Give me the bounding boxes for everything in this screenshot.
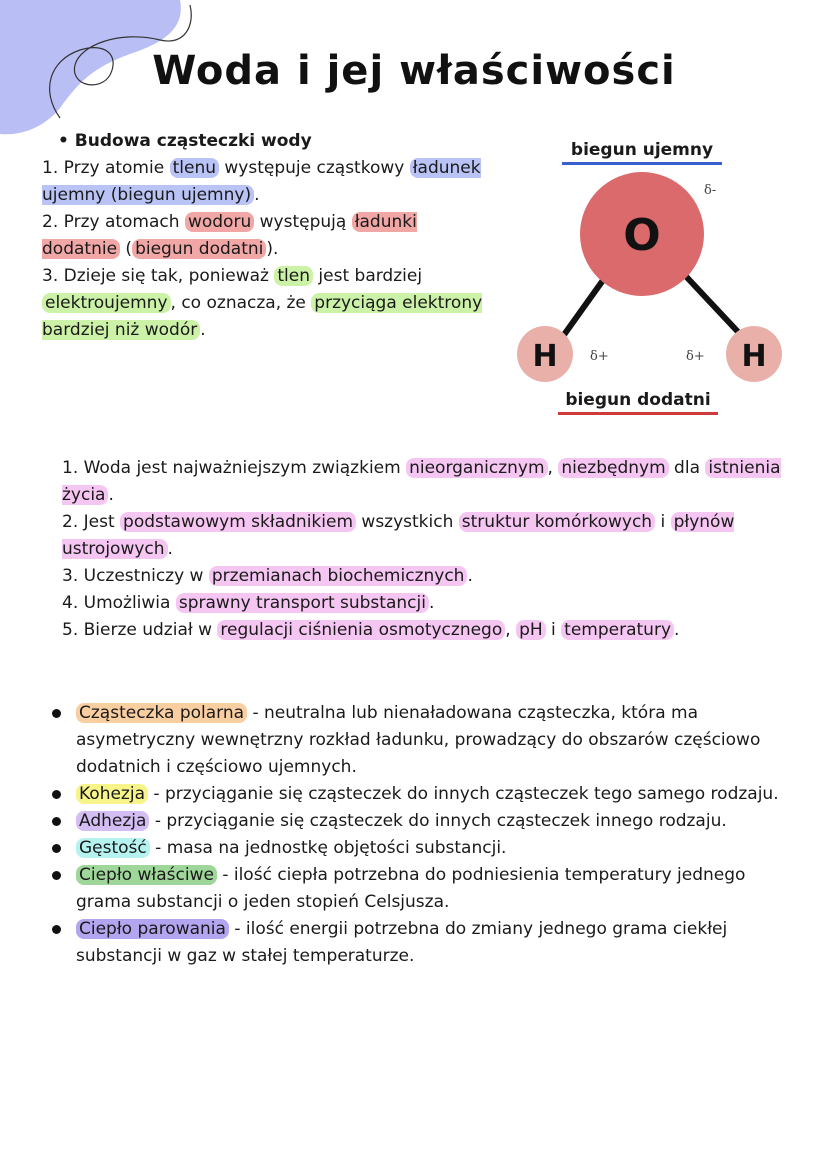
highlighted-term: sprawny transport substancji (176, 593, 429, 613)
highlighted-term: biegun dodatni (132, 239, 266, 259)
positive-pole-label: biegun dodatni (558, 390, 718, 415)
highlighted-term: niezbędnym (558, 458, 668, 478)
delta-plus-label-right: δ+ (686, 349, 705, 364)
definition-item (48, 808, 788, 835)
text-segment: 1. Przy atomie (42, 158, 170, 178)
highlighted-term: Adhezja (76, 811, 149, 831)
highlighted-term: Kohezja (76, 784, 148, 804)
definitions-section (48, 700, 788, 970)
highlighted-term: Ciepło parowania (76, 919, 229, 939)
text-segment: występuje cząstkowy (219, 158, 410, 178)
definition-item (48, 700, 788, 781)
text-segment: 4. Umożliwia (62, 593, 176, 613)
highlighted-term: tlenu (170, 158, 219, 178)
list-item (62, 509, 782, 563)
highlighted-term: istnienia życia (62, 458, 781, 505)
text-segment: 1. Woda jest najważniejszym związkiem (62, 458, 407, 478)
text-segment: - ilość ciepła potrzebna do podniesienia temperatury jednego grama substancji o jeden stopień Celsjusza. (76, 865, 746, 912)
definition-item (48, 781, 788, 808)
text-segment: 2. Jest (62, 512, 121, 532)
text-segment: - ilość energii potrzebna do zmiany jednego grama ciekłej substancji w gaz w stałej temperaturze. (76, 919, 728, 966)
text-segment: . (428, 593, 435, 613)
highlighted-term: elektroujemny (42, 293, 171, 313)
water-role-section (62, 455, 782, 644)
highlighted-term: płynów ustrojowych (62, 512, 735, 559)
definition-item (48, 835, 788, 862)
text-segment: - przyciąganie się cząsteczek do innych cząsteczek tego samego rodzaju. (148, 784, 779, 804)
text-segment: , (505, 620, 517, 640)
text-segment: 5. Bierze udział w (62, 620, 218, 640)
text-segment: dla (668, 458, 706, 478)
list-item (42, 263, 497, 344)
text-segment: . (167, 539, 173, 559)
text-segment: - masa na jednostkę objętości substancji. (149, 838, 507, 858)
highlighted-term: Cząsteczka polarna (76, 703, 247, 723)
water-molecule-diagram (508, 138, 808, 428)
text-segment: 3. Dzieje się tak, ponieważ (42, 266, 275, 286)
text-segment: i (655, 512, 671, 532)
text-segment: jest bardziej (313, 266, 423, 286)
definitions-list (48, 700, 788, 970)
text-segment: ( (120, 239, 133, 259)
bullet-icon (52, 925, 61, 934)
list-item (62, 617, 782, 644)
text-segment: . (200, 320, 206, 340)
negative-pole-label: biegun ujemny (562, 140, 722, 165)
text-segment: ). (266, 239, 279, 259)
oxygen-symbol: O (623, 210, 661, 261)
list-item (42, 155, 497, 209)
text-segment: - przyciąganie się cząsteczek do innych cząsteczek innego rodzaju. (149, 811, 727, 831)
definition-item (48, 862, 788, 916)
page-title: Woda i jej właściwości (152, 48, 676, 94)
list-item (62, 563, 782, 590)
text-segment: wszystkich (356, 512, 459, 532)
delta-plus-label-left: δ+ (590, 349, 609, 364)
role-list (62, 455, 782, 644)
bullet-icon (52, 871, 61, 880)
highlighted-term: Ciepło właściwe (76, 865, 217, 885)
text-segment: występują (254, 212, 352, 232)
hydrogen-symbol-left: H (532, 339, 558, 374)
highlighted-term: wodoru (185, 212, 254, 232)
highlighted-term: nieorganicznym (406, 458, 547, 478)
text-segment: 3. Uczestniczy w (62, 566, 209, 586)
definition-item (48, 916, 788, 970)
highlighted-term: tlen (274, 266, 313, 286)
list-item (42, 209, 497, 263)
text-segment: i (545, 620, 562, 640)
bond-right (680, 270, 740, 334)
delta-minus-label: δ- (704, 183, 717, 198)
structure-list (42, 155, 497, 344)
text-segment: . (254, 185, 260, 205)
text-segment: . (467, 566, 473, 586)
highlighted-term: regulacji ciśnienia osmotycznego (217, 620, 505, 640)
text-segment: . (674, 620, 680, 640)
hydrogen-symbol-right: H (741, 339, 767, 374)
highlighted-term: przyciąga elektrony bardziej niż wodór (42, 293, 483, 340)
highlighted-term: Gęstość (76, 838, 150, 858)
text-segment: , co oznacza, że (170, 293, 312, 313)
bullet-icon (52, 790, 61, 799)
highlighted-term: przemianach biochemicznych (209, 566, 468, 586)
highlighted-term: ładunki dodatnie (42, 212, 417, 259)
molecule-svg (508, 138, 808, 388)
molecule-structure-section (42, 128, 497, 344)
list-item (62, 455, 782, 509)
highlighted-term: podstawowym składnikiem (120, 512, 356, 532)
list-item (62, 590, 782, 617)
text-segment: 2. Przy atomach (42, 212, 185, 232)
highlighted-term: pH (516, 620, 546, 640)
text-segment: . (108, 485, 114, 505)
highlighted-term: temperatury (561, 620, 674, 640)
bullet-icon (52, 817, 61, 826)
text-segment: - neutralna lub nienaładowana cząsteczka, która ma asymetryczny wewnętrzny rozkład ładunku, prowadzący do obszarów częściowo dodatnich i częściowo ujemnych. (76, 703, 761, 777)
highlighted-term: struktur komórkowych (459, 512, 655, 532)
highlighted-term: ładunek ujemny (biegun ujemny) (42, 158, 481, 205)
bullet-icon (52, 709, 61, 718)
text-segment: , (547, 458, 559, 478)
bullet-icon (52, 844, 61, 853)
section-heading: • Budowa cząsteczki wody (58, 131, 312, 151)
